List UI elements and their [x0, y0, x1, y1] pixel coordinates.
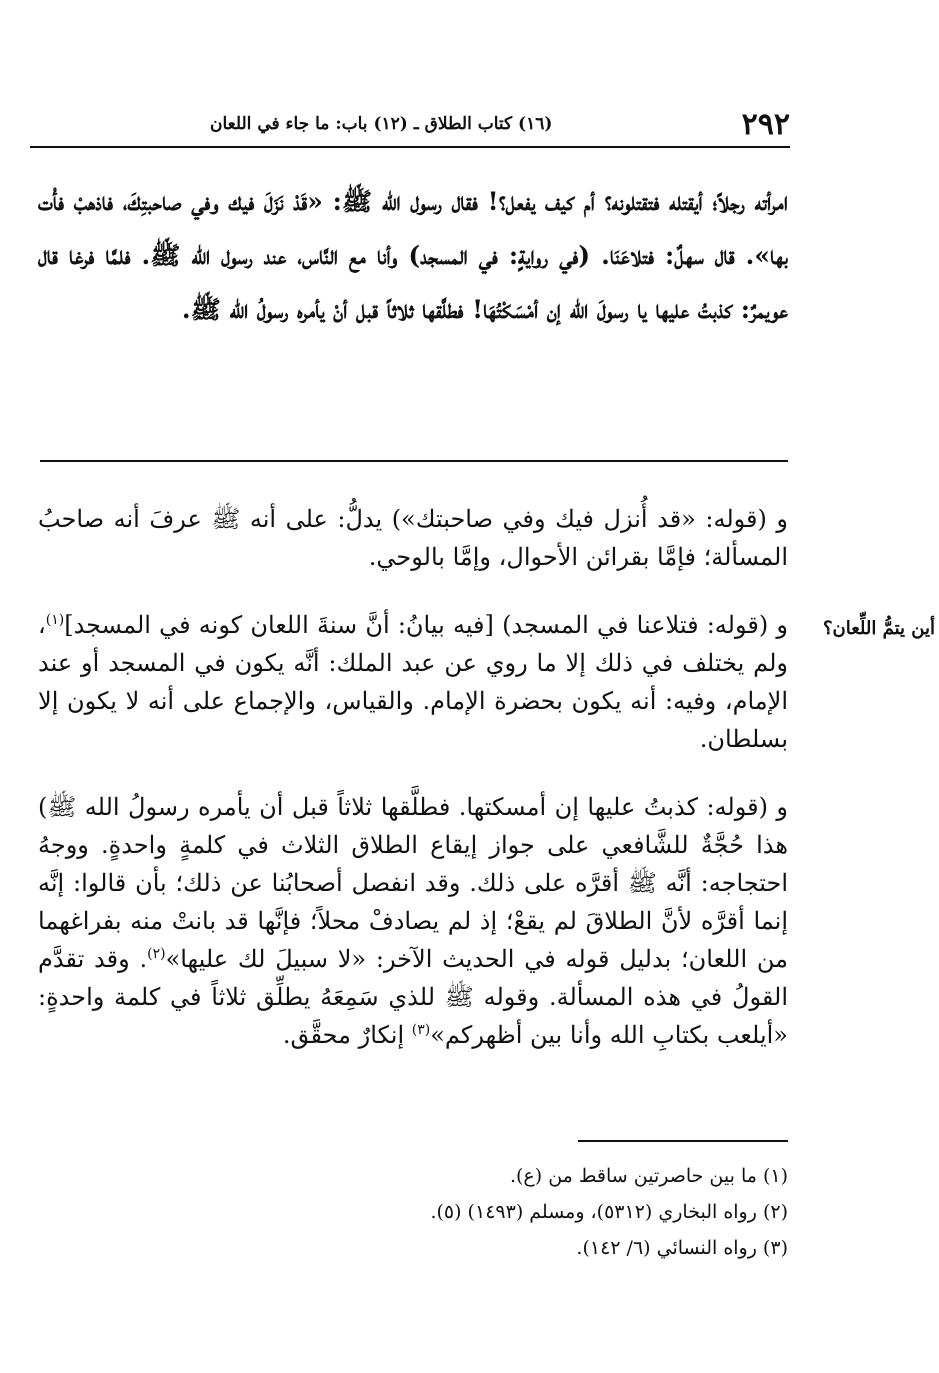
hadith-text-block	[38, 175, 788, 337]
commentary-paragraph-2	[38, 606, 788, 758]
commentary-text: . وقد تقدَّم القولُ في هذه المسألة. وقوله ﷺ للذي سَمِعَهُ يطلِّق ثلاثاً في كلمة واحدةٍ: «أيلعب بكتابِ الله وأنا بين أظهركم»	[38, 945, 788, 1049]
footnotes	[200, 1158, 788, 1266]
commentary-text: و (قوله: كذبتُ عليها إن أمسكتها. فطلَّقها ثلاثاً قبل أن يأمره رسولُ الله ﷺ) هذا حُجَّةٌ للشَّافعي على جواز إيقاع الطلاق الثلاث في كلمةٍ واحدةٍ. ووجهُ احتجاجه: أنَّه ﷺ أقرَّه على ذلك. وقد انفصل أصحابُنا عن ذلك؛ بأن قالوا: إنَّه إنما أقرَّه لأنَّ الطلاقَ لم يقعْ؛ إذ لم يصادفْ محلاً؛ فإنَّها قد بانتْ منه بفراغهما من اللعان؛ بدليل قوله في الحديث الآخر: «لا سبيلَ لك عليها»	[38, 793, 788, 973]
header-divider	[30, 146, 790, 148]
footnote-divider	[578, 1140, 788, 1142]
footnote-1: (١) ما بين حاصرتين ساقط من (ع).	[509, 1165, 788, 1187]
commentary-text: و (قوله: فتلاعنا في المسجد) [فيه بيانُ: أنَّ سنةَ اللعان كونه في المسجد]	[64, 611, 788, 639]
page-header	[30, 108, 790, 144]
hadith-text: امرأته رجلاً؛ أيقتله فتقتلونه؟ أم كيف يفعل؟! فقال رسول الله ﷺ: «قَدْ نَزَلَ فيك وفي صاحبتِكَ، فاذهبْ فأْت بها». قال سهلٌ: فتلاعَنَا. (في روايةٍ: في المسجد) وأنا مع النَّاس، عند رسول الله ﷺ. فلمَّا فرغا قال عويمرٌ: كذبتُ عليها يا رسولَ الله إن أمْسَكْتُهَا! فطلَّقها ثلاثاً قبل أنْ يأمره رسولُ الله ﷺ.	[38, 187, 788, 324]
commentary-block	[38, 500, 788, 1054]
footnote-2: (٢) رواه البخاري (٥٣١٢)، ومسلم (١٤٩٣) (٥).	[430, 1201, 788, 1223]
running-title: (١٦) كتاب الطلاق ـ (١٢) باب: ما جاء في اللعان	[210, 114, 553, 134]
footnote-3: (٣) رواه النسائي (٦/ ١٤٢).	[576, 1237, 788, 1259]
footnote-ref-3: (٣)	[411, 1022, 431, 1038]
page-number: ٢٩٢	[741, 107, 790, 142]
commentary-text: ، ولم يختلف في ذلك إلا ما روي عن عبد الملك: أنَّه يكون في المسجد أو عند الإمام، وفيه: أنه يكون بحضرة الإمام. والقياس، والإجماع على أنه لا يكون إلا بسلطان.	[38, 611, 788, 753]
commentary-text: إنكارٌ محقَّق.	[282, 1021, 412, 1049]
margin-note: أين يتمُّ اللِّعان؟	[822, 618, 935, 639]
commentary-paragraph-1: و (قوله: «قد أُنزل فيك وفي صاحبتك») يدلُّ: على أنه ﷺ عرفَ أنه صاحبُ المسألة؛ فإمَّا بقرائن الأحوال، وإمَّا بالوحي.	[38, 505, 788, 571]
section-divider	[40, 460, 788, 462]
footnote-ref-1: (١)	[45, 612, 65, 628]
commentary-paragraph-3	[38, 788, 788, 1054]
footnote-ref-2: (٢)	[147, 946, 166, 962]
